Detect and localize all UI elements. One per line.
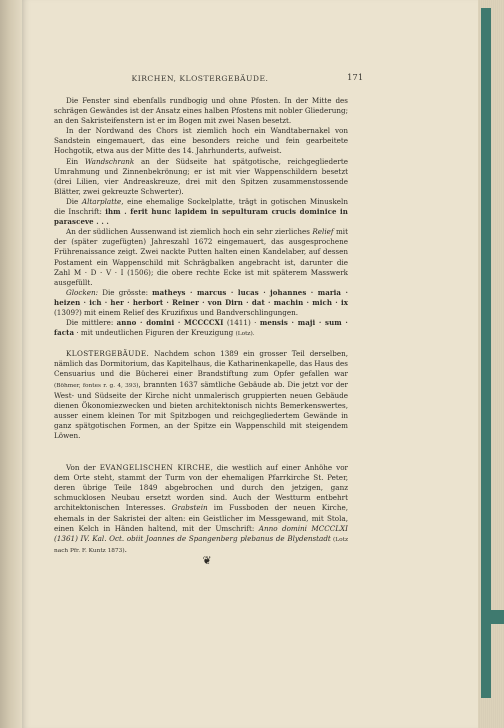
term-altarplatte: Altarplatte bbox=[81, 196, 122, 206]
page-number: 171 bbox=[347, 73, 364, 83]
text-run: (1309?) mit einem Relief des Kruzifixus und Bandverschlingungen. bbox=[54, 307, 299, 317]
text-run: Die grösste: bbox=[98, 287, 153, 297]
section-heading-evangelische-kirche: EVANGELISCHEN KIRCHE bbox=[99, 463, 211, 473]
text-run: Nachdem schon 1389 ein grosser Teil derselben, nämlich das Dormitorium, das Kapitelhaus, die Katharinenkapelle, das Haus des Censuarius und die Bücherei einer Brandstiftung zum Opfer gefallen war bbox=[54, 349, 348, 379]
text-run: Ein bbox=[66, 156, 85, 166]
book-binding bbox=[0, 0, 22, 728]
bookmark-ribbon-end bbox=[491, 610, 504, 624]
term-glocken: Glocken: bbox=[66, 287, 99, 297]
source-citation: (Böhmer, fontes r. g. 4, 393) bbox=[54, 382, 139, 389]
term-relief: Relief bbox=[312, 227, 334, 237]
blackletter-date: anno · domini · MCCCCXI bbox=[116, 318, 224, 328]
text-run: Die mittlere: bbox=[66, 318, 117, 328]
paragraph-middle-bell bbox=[54, 318, 348, 339]
text-run: (1411) · bbox=[223, 318, 260, 328]
text-run: Die bbox=[66, 196, 82, 206]
source-citation: (Lotz). bbox=[235, 331, 255, 338]
text-run: an der Südseite hat spätgotische, reichgegliederte Umrahmung und Zinnenbekrönung; er ist mit vier Wappenschildern besetzt (drei Lilien, vier Andreaskreuze, drei mit den Spitzen zusammenstossende Blätter, zwei gekreuzte Schwerter). bbox=[54, 156, 348, 196]
paragraph-bells bbox=[54, 288, 348, 318]
paragraph-relief bbox=[54, 227, 348, 288]
paragraph-altar-slab bbox=[54, 197, 348, 227]
blackletter-bell-inscription: matheys · marcus · lucas · johannes · maria · heizen · ich · her · herbort · Reiner · von Dirn · dat · machin · mich · ix bbox=[54, 287, 348, 307]
term-grabstein: Grabstein bbox=[171, 503, 208, 513]
paragraph-windows: Die Fenster sind ebenfalls rundbogig und ohne Pfosten. In der Mitte des schrägen Gewändes ist der Ansatz eines halben Pfostens mit nobler Gliederung; an den Sakristeifenstern ist er im Bogen mit zwei Nasen besetzt. bbox=[54, 96, 348, 126]
text-run: im Fussboden der neuen Kirche, ehemals in der Sakristei der alten: ein Geistlicher im Messgewand, mit Stola, einen Kelch in Händen haltend, mit der Umschrift: bbox=[54, 503, 348, 533]
ornament-icon: ❦ bbox=[202, 553, 212, 567]
blackletter-inscription: ihm . ferit hunc lapidem in sepulturam crucis dominice in parasceve . . . bbox=[54, 207, 348, 227]
paragraph-klostergebaeude bbox=[54, 349, 348, 441]
text-run: Von der bbox=[66, 463, 100, 473]
paragraph-evangelische-kirche bbox=[54, 463, 348, 556]
text-run: . bbox=[124, 544, 127, 554]
source-citation: (Lotz nach Pfr. F. Kuntz 1873) bbox=[54, 536, 348, 554]
text-run: , die westlich auf einer Anhöhe vor dem Orte steht, stammt der Turm von der ehemaligen Pfarrkirche St. Peter, deren übrige Teile 1849 abgebrochen und durch den jetzigen, ganz schmucklosen Neubau ersetzt worden sind. Auch der Westturm entbehrt architektonischen Interesses. bbox=[54, 463, 348, 513]
bookmark-ribbon bbox=[481, 8, 491, 698]
running-title: KIRCHEN, KLOSTERGEBÄUDE. bbox=[131, 74, 269, 83]
blackletter-inscription-2: mensis · maji · sum · facta bbox=[54, 318, 348, 338]
text-run: · mit undeutlichen Figuren der Kreuzigung bbox=[74, 328, 236, 338]
text-run: An der südlichen Aussenwand ist ziemlich hoch ein sehr zierliches bbox=[66, 227, 313, 237]
text-run: mit der (später zugefügten) Jahreszahl 1672 eingemauert, das ausgesprochene Frührenaissance zeigt. Zwei nackte Putten halten einen Kandelaber, auf dessen Postament ein Wappenschild mit Schrägbalken angebracht ist, darunter die Zahl M · D · V · I (1506); die obere rechte Ecke ist mit späterem Masswerk ausgefüllt. bbox=[54, 227, 348, 287]
section-heading-klostergebaeude: KLOSTERGEBÄUDE. bbox=[66, 349, 150, 359]
page-body bbox=[54, 96, 348, 566]
latin-inscription: Anno domini MCCCLXI (1361) IV. Kal. Oct. obiit Joannes de Spangenberg plebanus de Blydenstadt bbox=[54, 523, 349, 543]
text-run: , brannten 1637 sämtliche Gebäude ab. Die jetzt vor der West- und Südseite der Kirche nicht unmalerisch gruppierten neuen Gebäude dienen Ökonomiezwecken und bieten architektonisch nichts Bemerkenswertes, ausser einem kleinen Tor mit Spitzbogen und reichgegliedertem Gewände in ganz spätgotischen Formen, an der Spitze ein Wappenschild mit steigendem Löwen. bbox=[54, 379, 348, 440]
term-wandschrank: Wandschrank bbox=[84, 156, 135, 166]
text-run: , eine ehemalige Sockelplatte, trägt in gotischen Minuskeln die Inschrift: bbox=[54, 196, 348, 217]
paragraph-wall-tabernacle: In der Nordwand des Chors ist ziemlich hoch ein Wandtabernakel von Sandstein eingemauert, das eine besonders reiche und fein gearbeitete Hochgotik, etwa aus der Mitte des 14. Jahrhunderts, aufweist. bbox=[54, 126, 348, 156]
paragraph-wall-cupboard bbox=[54, 157, 348, 197]
